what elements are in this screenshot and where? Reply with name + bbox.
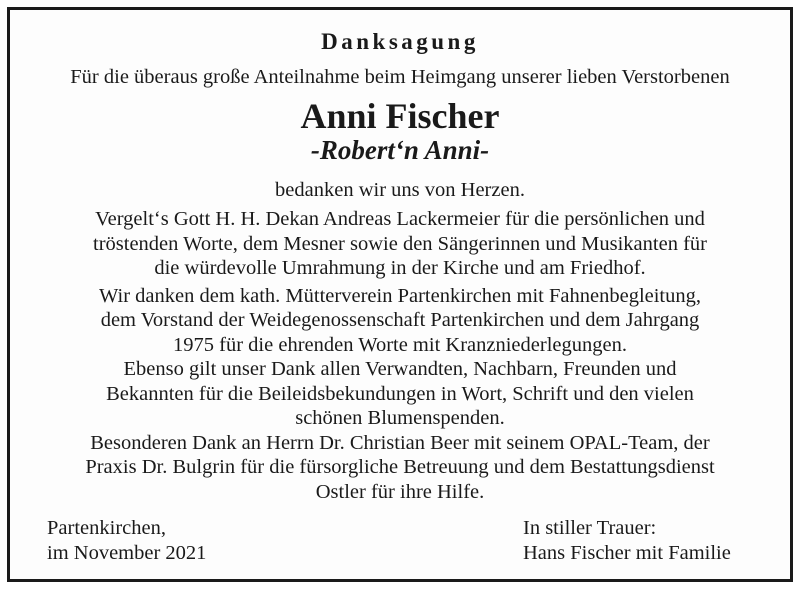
paragraph-line: Praxis Dr. Bulgrin für die fürsorgliche Betreuung und dem Bestattungsdienst — [85, 456, 715, 478]
paragraph-line: Vergelt‘s Gott H. H. Dekan Andreas Lackermeier für die persönlichen und — [95, 208, 705, 230]
thanks-line: bedanken wir uns von Herzen. — [275, 179, 525, 201]
paragraph-line: Wir danken dem kath. Mütterverein Partenkirchen mit Fahnenbegleitung, — [98, 284, 702, 307]
footer-place: Partenkirchen, — [47, 517, 166, 539]
obituary-notice — [7, 7, 793, 582]
paragraph-line: die würdevolle Umrahmung in der Kirche und am Friedhof. — [154, 257, 646, 279]
paragraph-arzt — [10, 431, 790, 505]
paragraph-line: tröstenden Worte, dem Mesner sowie den Sängerinnen und Musikanten für — [93, 232, 707, 255]
paragraph-line: Besonderen Dank an Herrn Dr. Christian Beer mit seinem OPAL-Team, der — [90, 431, 710, 454]
paragraph-dekan — [10, 207, 790, 281]
footer-place-date — [47, 516, 206, 566]
paragraph-line: dem Vorstand der Weidegenossenschaft Partenkirchen und dem Jahrgang — [100, 309, 700, 331]
deceased-nickname: -Robert‘n Anni- — [310, 135, 490, 165]
paragraph-line: Ebenso gilt unser Dank allen Verwandten, Nachbarn, Freunden und — [123, 358, 677, 380]
paragraph-line: schönen Blumenspenden. — [295, 407, 505, 429]
signatory-name: Hans Fischer mit Familie — [523, 542, 731, 564]
paragraph-muetterverein — [10, 284, 790, 358]
deceased-name: Anni Fischer — [300, 96, 500, 136]
footer-signature — [523, 516, 731, 566]
footer-date: im November 2021 — [47, 542, 207, 564]
paragraph-line: Bekannten für die Beileidsbekundungen in Wort, Schrift und den vielen — [106, 382, 694, 405]
paragraph-line: 1975 für die ehrenden Worte mit Kranzniederlegungen. — [173, 333, 627, 356]
mourning-label: In stiller Trauer: — [523, 517, 657, 539]
notice-heading: Danksagung — [321, 29, 479, 54]
acknowledgement-body — [10, 207, 790, 504]
intro-text: Für die überaus große Anteilnahme beim Heimgang unserer lieben Verstorbenen — [70, 66, 730, 88]
paragraph-verwandte — [10, 357, 790, 431]
paragraph-line: Ostler für ihre Hilfe. — [315, 480, 485, 503]
